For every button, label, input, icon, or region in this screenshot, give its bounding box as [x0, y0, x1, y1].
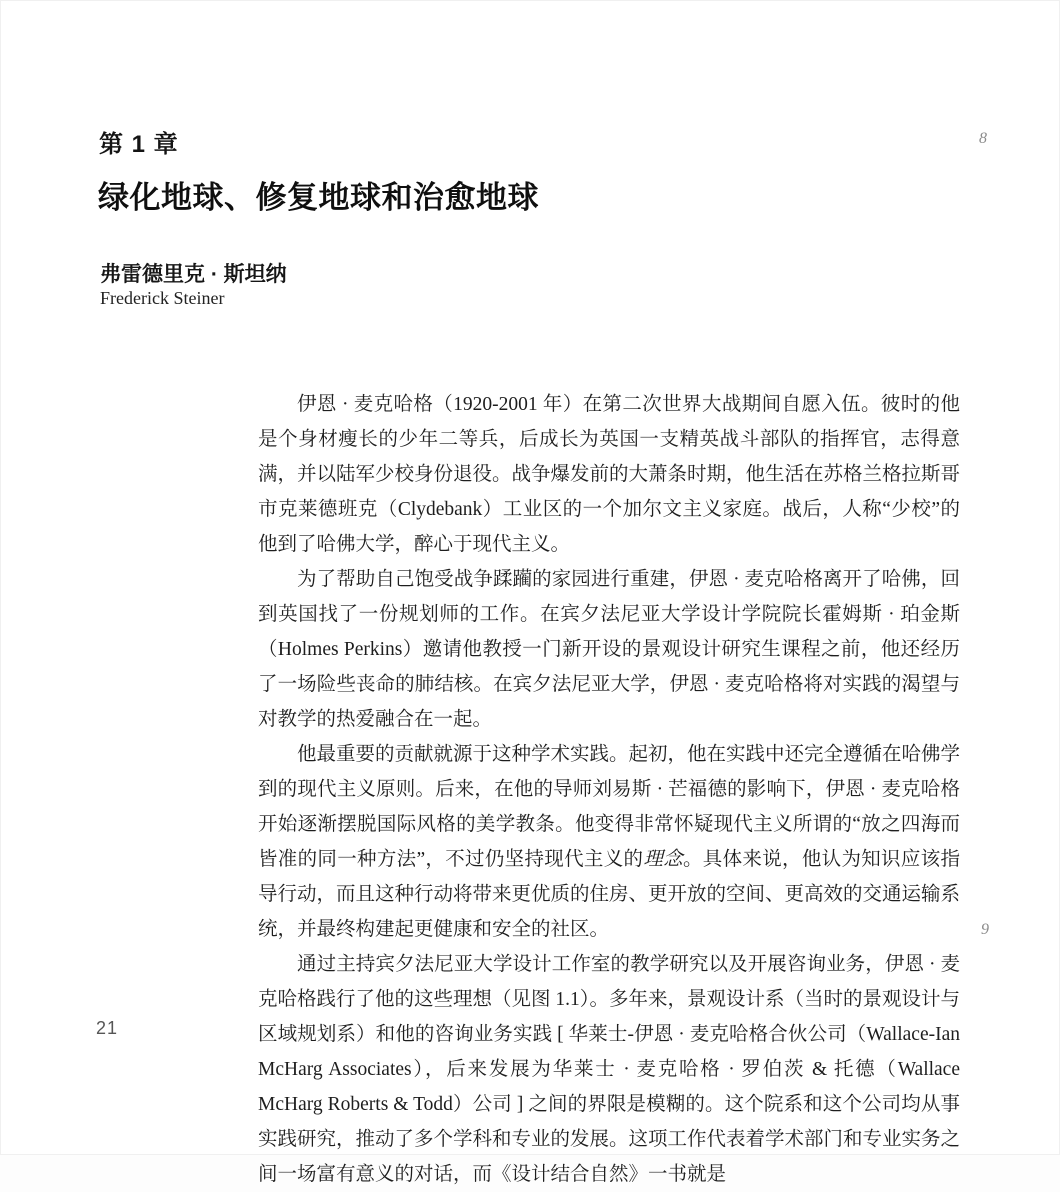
chapter-title: 绿化地球、修复地球和治愈地球 — [98, 180, 539, 215]
page-number: 21 — [96, 1018, 119, 1038]
chapter-label: 第 1 章 — [99, 131, 179, 158]
body-text — [258, 387, 960, 1192]
paragraph-3-text-continued: 。具体来说，他认为知识应该指导行动，而且这种行动将带来更优质的住房、更开放的空间、更高效的交通运输系统，并最终构建起更健康和安全的社区。 — [258, 849, 961, 940]
paragraph-3-text: 他最重要的贡献就源于这种学术实践。起初，他在实践中还完全遵循在哈佛学到的现代主义原则。后来，在他的导师刘易斯 · 芒福德的影响下，伊恩 · 麦克哈格开始逐渐摆脱国际风格的美学教条。他变得非常怀疑现代主义所谓的“放之四海而皆准的同一种方法”，不过仍坚持现代主义的 — [258, 744, 961, 870]
author-name-english: Frederick Steiner — [100, 288, 225, 308]
margin-page-number-top: 8 — [979, 130, 987, 147]
margin-page-number-mid: 9 — [981, 921, 989, 938]
paragraph-3 — [258, 737, 960, 947]
paragraph-4: 通过主持宾夕法尼亚大学设计工作室的教学研究以及开展咨询业务，伊恩 · 麦克哈格践行了他的这些理想（见图 1.1）。多年来，景观设计系（当时的景观设计与区域规划系）和他的咨询业务实践 [ 华莱士-伊恩 · 麦克哈格合伙公司（Wallace-Ian McHarg Associates），后来发展为华莱士 · 麦克哈格 · 罗伯茨 & 托德（Wallace McHarg Roberts & Todd）公司 ] 之间的界限是模糊的。这个院系和这个公司均从事实践研究，推动了多个学科和专业的发展。这项工作代表着学术部门和专业实务之间一场富有意义的对话，而《设计结合自然》一书就是 — [258, 954, 961, 1185]
paragraph-2: 为了帮助自己饱受战争蹂躏的家园进行重建，伊恩 · 麦克哈格离开了哈佛，回到英国找了一份规划师的工作。在宾夕法尼亚大学设计学院院长霍姆斯 · 珀金斯（Holmes Perkins）邀请他教授一门新开设的景观设计研究生课程之前，他还经历了一场险些丧命的肺结核。在宾夕法尼亚大学，伊恩 · 麦克哈格将对实践的渴望与对教学的热爱融合在一起。 — [258, 569, 960, 730]
author-name-chinese: 弗雷德里克 · 斯坦纳 — [100, 263, 287, 286]
paragraph-1: 伊恩 · 麦克哈格（1920-2001 年）在第二次世界大战期间自愿入伍。彼时的他是个身材瘦长的少年二等兵，后成长为英国一支精英战斗部队的指挥官，志得意满，并以陆军少校身份退役。战争爆发前的大萧条时期，他生活在苏格兰格拉斯哥市克莱德班克（Clydebank）工业区的一个加尔文主义家庭。战后，人称“少校”的他到了哈佛大学，醉心于现代主义。 — [258, 394, 961, 555]
paragraph-3-emphasis: 理念 — [643, 849, 683, 870]
